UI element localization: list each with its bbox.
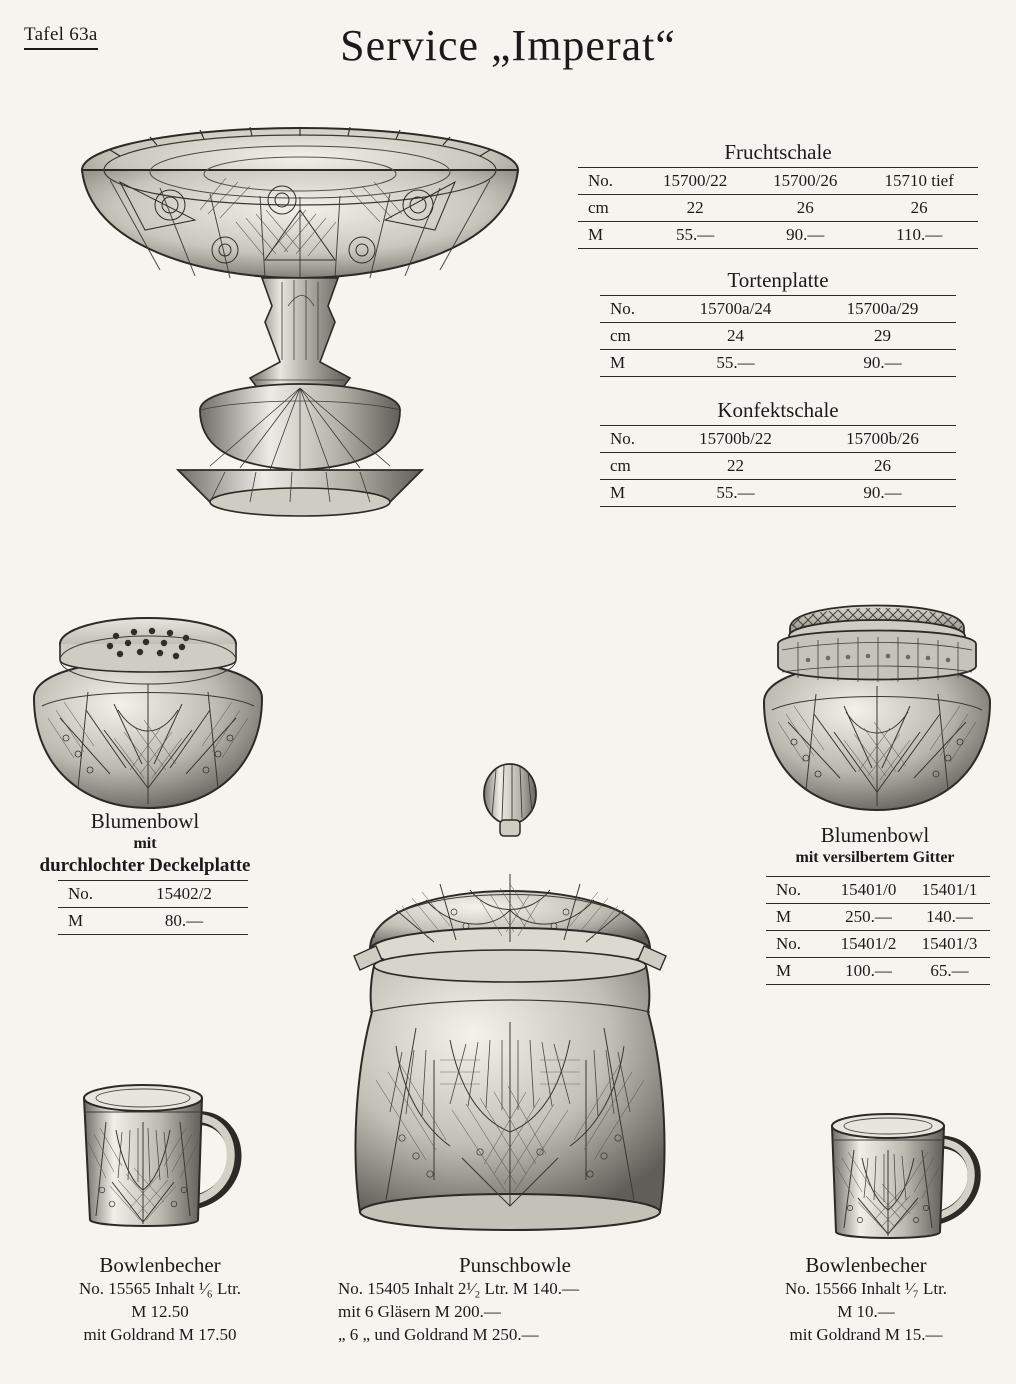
tortenplatte-table	[600, 268, 956, 377]
row-label: No.	[600, 296, 662, 323]
table-row	[766, 958, 990, 985]
cell: 55.—	[662, 350, 809, 377]
cell: 26	[860, 195, 978, 222]
cell: 15700/22	[640, 168, 750, 195]
table-row	[600, 296, 956, 323]
table-row	[578, 168, 978, 195]
table-row	[600, 350, 956, 377]
row-label: No.	[766, 877, 828, 904]
cell: 15700b/22	[662, 426, 809, 453]
caption-sub1: mit	[133, 835, 157, 853]
table-row	[600, 480, 956, 507]
blumenbowl-silver-lattice-illustration	[748, 580, 1006, 818]
blumenbowl-right-caption	[740, 822, 1010, 868]
row-label: cm	[600, 323, 662, 350]
row-label: No.	[578, 168, 640, 195]
row-label: M	[766, 958, 828, 985]
fruchtschale-table	[578, 140, 978, 249]
row-label: cm	[578, 195, 640, 222]
cell: 90.—	[750, 222, 860, 249]
row-label: No.	[600, 426, 662, 453]
konfektschale-table	[600, 398, 956, 507]
row-label: M	[766, 904, 828, 931]
cell: 15700b/26	[809, 426, 956, 453]
table-row	[58, 881, 248, 908]
cell: 90.—	[809, 480, 956, 507]
table-row	[600, 323, 956, 350]
table-row	[600, 453, 956, 480]
bowlenbecher-right-illustration	[812, 1100, 1002, 1250]
cell: 110.—	[860, 222, 978, 249]
caption-line: mit 6 Gläsern M 200.—	[338, 1302, 501, 1322]
cell: 26	[750, 195, 860, 222]
caption-line: mit Goldrand M 17.50	[83, 1325, 237, 1345]
cell: 65.—	[909, 958, 990, 985]
cell: 15700a/24	[662, 296, 809, 323]
caption-title: Blumenbowl	[90, 809, 200, 833]
konfektschale-title: Konfektschale	[717, 398, 839, 422]
cell: 22	[662, 453, 809, 480]
table-row	[58, 908, 248, 935]
table-row	[766, 904, 990, 931]
caption-title: Blumenbowl	[820, 823, 930, 847]
bowlenbecher-right-caption	[716, 1252, 1016, 1347]
bowlenbecher-left-caption	[10, 1252, 310, 1347]
cell: 55.—	[640, 222, 750, 249]
table-row	[766, 877, 990, 904]
page-title: Service „Imperat“	[340, 21, 676, 70]
row-label: No.	[58, 881, 120, 908]
cell: 15401/0	[828, 877, 909, 904]
caption-line: No. 15405 Inhalt 2¹⁄₂ Ltr. M 140.—	[338, 1279, 579, 1299]
cell: 24	[662, 323, 809, 350]
caption-sub: mit versilbertem Gitter	[795, 849, 955, 867]
caption-line: M 10.—	[837, 1302, 895, 1322]
table-row	[578, 195, 978, 222]
cell: 15402/2	[120, 881, 248, 908]
table-row	[578, 222, 978, 249]
punschbowle-caption	[330, 1252, 700, 1347]
cell: 100.—	[828, 958, 909, 985]
caption-line: No. 15565 Inhalt ¹⁄₆ Ltr.	[78, 1279, 242, 1299]
row-label: No.	[766, 931, 828, 958]
table-row	[766, 931, 990, 958]
blumenbowl-left-table	[58, 880, 248, 935]
cell: 90.—	[809, 350, 956, 377]
cell: 15401/2	[828, 931, 909, 958]
cell: 15700a/29	[809, 296, 956, 323]
tortenplatte-title: Tortenplatte	[727, 268, 829, 292]
fruchtschale-title: Fruchtschale	[724, 140, 832, 164]
caption-title: Bowlenbecher	[99, 1253, 221, 1277]
cell: 26	[809, 453, 956, 480]
row-label: M	[58, 908, 120, 935]
row-label: M	[600, 350, 662, 377]
cell: 15401/1	[909, 877, 990, 904]
cell: 250.—	[828, 904, 909, 931]
caption-title: Punschbowle	[459, 1253, 571, 1277]
cell: 15401/3	[909, 931, 990, 958]
cell: 140.—	[909, 904, 990, 931]
row-label: cm	[600, 453, 662, 480]
bowlenbecher-left-illustration	[60, 1070, 260, 1238]
blumenbowl-left-caption	[10, 808, 280, 878]
table-row	[600, 426, 956, 453]
caption-title: Bowlenbecher	[805, 1253, 927, 1277]
cell: 55.—	[662, 480, 809, 507]
fruchtschale-tazza-illustration	[50, 110, 550, 530]
cell: 29	[809, 323, 956, 350]
caption-line: M 12.50	[131, 1302, 189, 1322]
row-label: M	[578, 222, 640, 249]
plate-label: Tafel 63a	[24, 24, 98, 50]
caption-line: No. 15566 Inhalt ¹⁄₇ Ltr.	[784, 1279, 948, 1299]
blumenbowl-right-table	[766, 876, 990, 985]
caption-sub2: durchlochter Deckelplatte	[39, 855, 251, 877]
caption-line: mit Goldrand M 15.—	[789, 1325, 943, 1345]
blumenbowl-perforated-lid-illustration	[18, 588, 278, 818]
caption-line: „ 6 „ und Goldrand M 250.—	[338, 1325, 539, 1345]
cell: 15710 tief	[860, 168, 978, 195]
row-label: M	[600, 480, 662, 507]
cell: 22	[640, 195, 750, 222]
punschbowle-illustration	[330, 760, 690, 1260]
cell: 15700/26	[750, 168, 860, 195]
cell: 80.—	[120, 908, 248, 935]
